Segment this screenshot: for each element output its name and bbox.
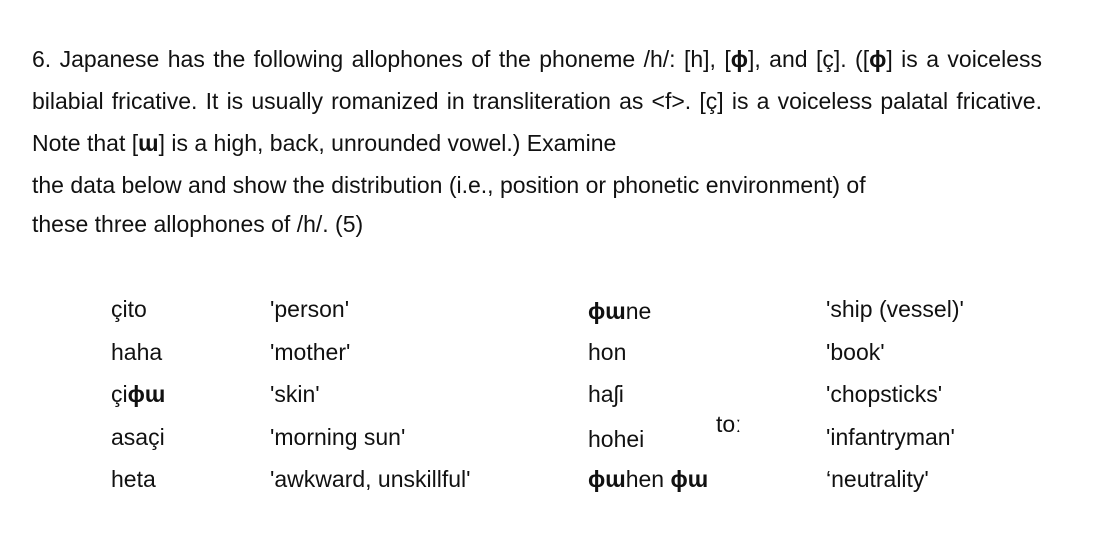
text-segment: ne: [625, 298, 652, 324]
ipa-symbol: ɸ: [869, 46, 887, 72]
gloss-left: 'skin': [270, 381, 320, 407]
question-intro: [32, 38, 1042, 164]
gloss-right: 'chopsticks': [826, 381, 943, 407]
instruction-line: the data below and show the distribution (i.e., position or phonetic environment) of: [32, 172, 866, 198]
word-left: [111, 458, 156, 500]
word-right: [588, 290, 651, 332]
ipa-symbol: ɸɯ: [670, 466, 709, 492]
text-segment: ] is a high, back, unrounded vowel.) Examine: [158, 130, 617, 156]
data-row: [0, 331, 1096, 374]
word-right: [588, 331, 626, 373]
gloss-right: 'infantryman': [826, 423, 955, 450]
text-segment: haʃi: [588, 381, 624, 407]
data-row: [0, 416, 1096, 459]
ipa-symbol: ɸɯ: [588, 466, 626, 492]
ipa-symbol: ɯ: [138, 130, 159, 156]
gloss-left: 'mother': [270, 338, 351, 365]
text-segment: hohei: [588, 425, 645, 452]
word-right: [588, 458, 708, 500]
gloss-left: 'person': [270, 296, 350, 322]
gloss-left: 'awkward, unskillful': [270, 466, 471, 492]
text-segment: asaçi: [111, 423, 165, 450]
word-left: [111, 331, 162, 373]
text-segment: haha: [111, 338, 163, 365]
data-table: [0, 288, 1096, 501]
text-segment: hon: [588, 338, 627, 365]
data-row: [0, 458, 1096, 501]
data-row: [0, 373, 1096, 416]
instruction-line: these three allophones of /h/. (5): [32, 211, 364, 237]
word-left: [111, 373, 165, 415]
word-left: [111, 288, 147, 330]
text-segment: 6. Japanese has the following allophones of the phoneme /h/: [h], [: [32, 46, 731, 72]
word-right: [588, 418, 644, 460]
ipa-symbol: ɸɯ: [588, 298, 626, 324]
text-segment: heta: [111, 466, 156, 492]
text-segment: ], and [ç]. ([: [747, 46, 870, 72]
gloss-right: ‘neutrality': [826, 466, 929, 492]
ipa-symbol: ɸ: [730, 46, 748, 72]
text-segment: çi: [111, 381, 128, 407]
word-left: [111, 416, 165, 458]
text-segment: hen: [625, 466, 671, 492]
gloss-right: 'ship (vessel)': [826, 296, 964, 322]
question-text: [32, 38, 1042, 244]
text-segment: çito: [111, 296, 147, 322]
text-segment: ] is a voiceless bilabial fricative. It is usually romanized in transliteration as <f>. [ç] is a voiceless palatal fricative. Note that [: [32, 46, 1042, 156]
gloss-right: 'book': [826, 338, 885, 365]
ipa-symbol: ɸɯ: [127, 381, 166, 407]
data-row: [0, 288, 1096, 331]
question-instructions: [32, 166, 1042, 244]
stray-annotation: toː: [716, 411, 742, 437]
gloss-left: 'morning sun': [270, 423, 406, 450]
word-right: [588, 373, 624, 415]
